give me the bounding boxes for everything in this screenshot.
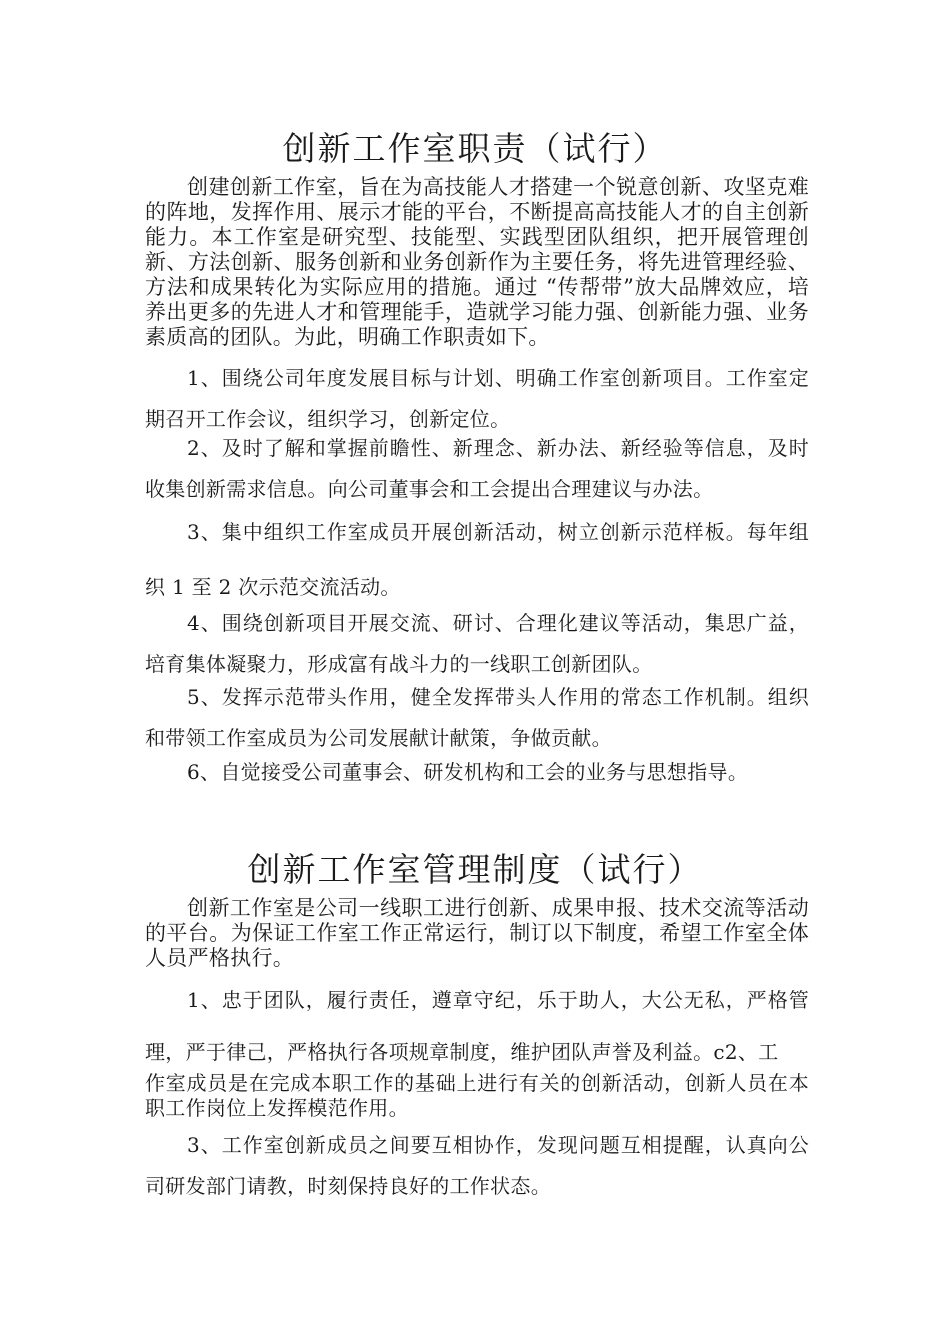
- section1-item-6: 6、自觉接受公司董事会、研发机构和工会的业务与思想指导。: [187, 760, 749, 784]
- section2-item-3: 3、工作室创新成员之间要互相协作，发现问题互相提醒，认真向公司研发部门请教，时刻保持良好的工作状态。: [145, 1133, 809, 1198]
- section1-title: 创新工作室职责（试行）: [282, 129, 668, 168]
- section2-item-1: 1、忠于团队，履行责任，遵章守纪，乐于助人，大公无私，严格管理，严于律己，严格执行各项规章制度，维护团队声誉及利益。c2、工: [145, 988, 809, 1064]
- section1-item-1: 1、围绕公司年度发展目标与计划、明确工作室创新项目。工作室定期召开工作会议，组织学习，创新定位。: [145, 366, 809, 431]
- section1-item-5: 5、发挥示范带头作用，健全发挥带头人作用的常态工作机制。组织和带领工作室成员为公司发展献计献策，争做贡献。: [145, 685, 809, 750]
- section2-intro: 创新工作室是公司一线职工进行创新、成果申报、技术交流等活动的平台。为保证工作室工作正常运行，制订以下制度，希望工作室全体人员严格执行。: [145, 896, 809, 970]
- section1-item-4: 4、围绕创新项目开展交流、研讨、合理化建议等活动，集思广益，培育集体凝聚力，形成富有战斗力的一线职工创新团队。: [145, 611, 809, 676]
- section1-item-2: 2、及时了解和掌握前瞻性、新理念、新办法、新经验等信息，及时收集创新需求信息。向公司董事会和工会提出合理建议与办法。: [145, 436, 809, 501]
- section1-intro: 创建创新工作室，旨在为高技能人才搭建一个锐意创新、攻坚克难的阵地，发挥作用、展示才能的平台，不断提高高技能人才的自主创新能力。本工作室是研究型、技能型、实践型团队组织，把开展管理创新、方法创新、服务创新和业务创新作为主要任务，将先进管理经验、方法和成果转化为实际应用的措施。通过 “传帮带”放大品牌效应，培养出更多的先进人才和管理能手，造就学习能力强、创新能力强、业务素质高的团队。为此，明确工作职责如下。: [145, 175, 809, 349]
- section2-item-2: 作室成员是在完成本职工作的基础上进行有关的创新活动，创新人员在本职工作岗位上发挥模范作用。: [145, 1071, 809, 1120]
- section2-title: 创新工作室管理制度（试行）: [247, 850, 703, 889]
- section1-item-3: 3、集中组织工作室成员开展创新活动，树立创新示范样板。每年组织 1 至 2 次示范交流活动。: [145, 520, 809, 599]
